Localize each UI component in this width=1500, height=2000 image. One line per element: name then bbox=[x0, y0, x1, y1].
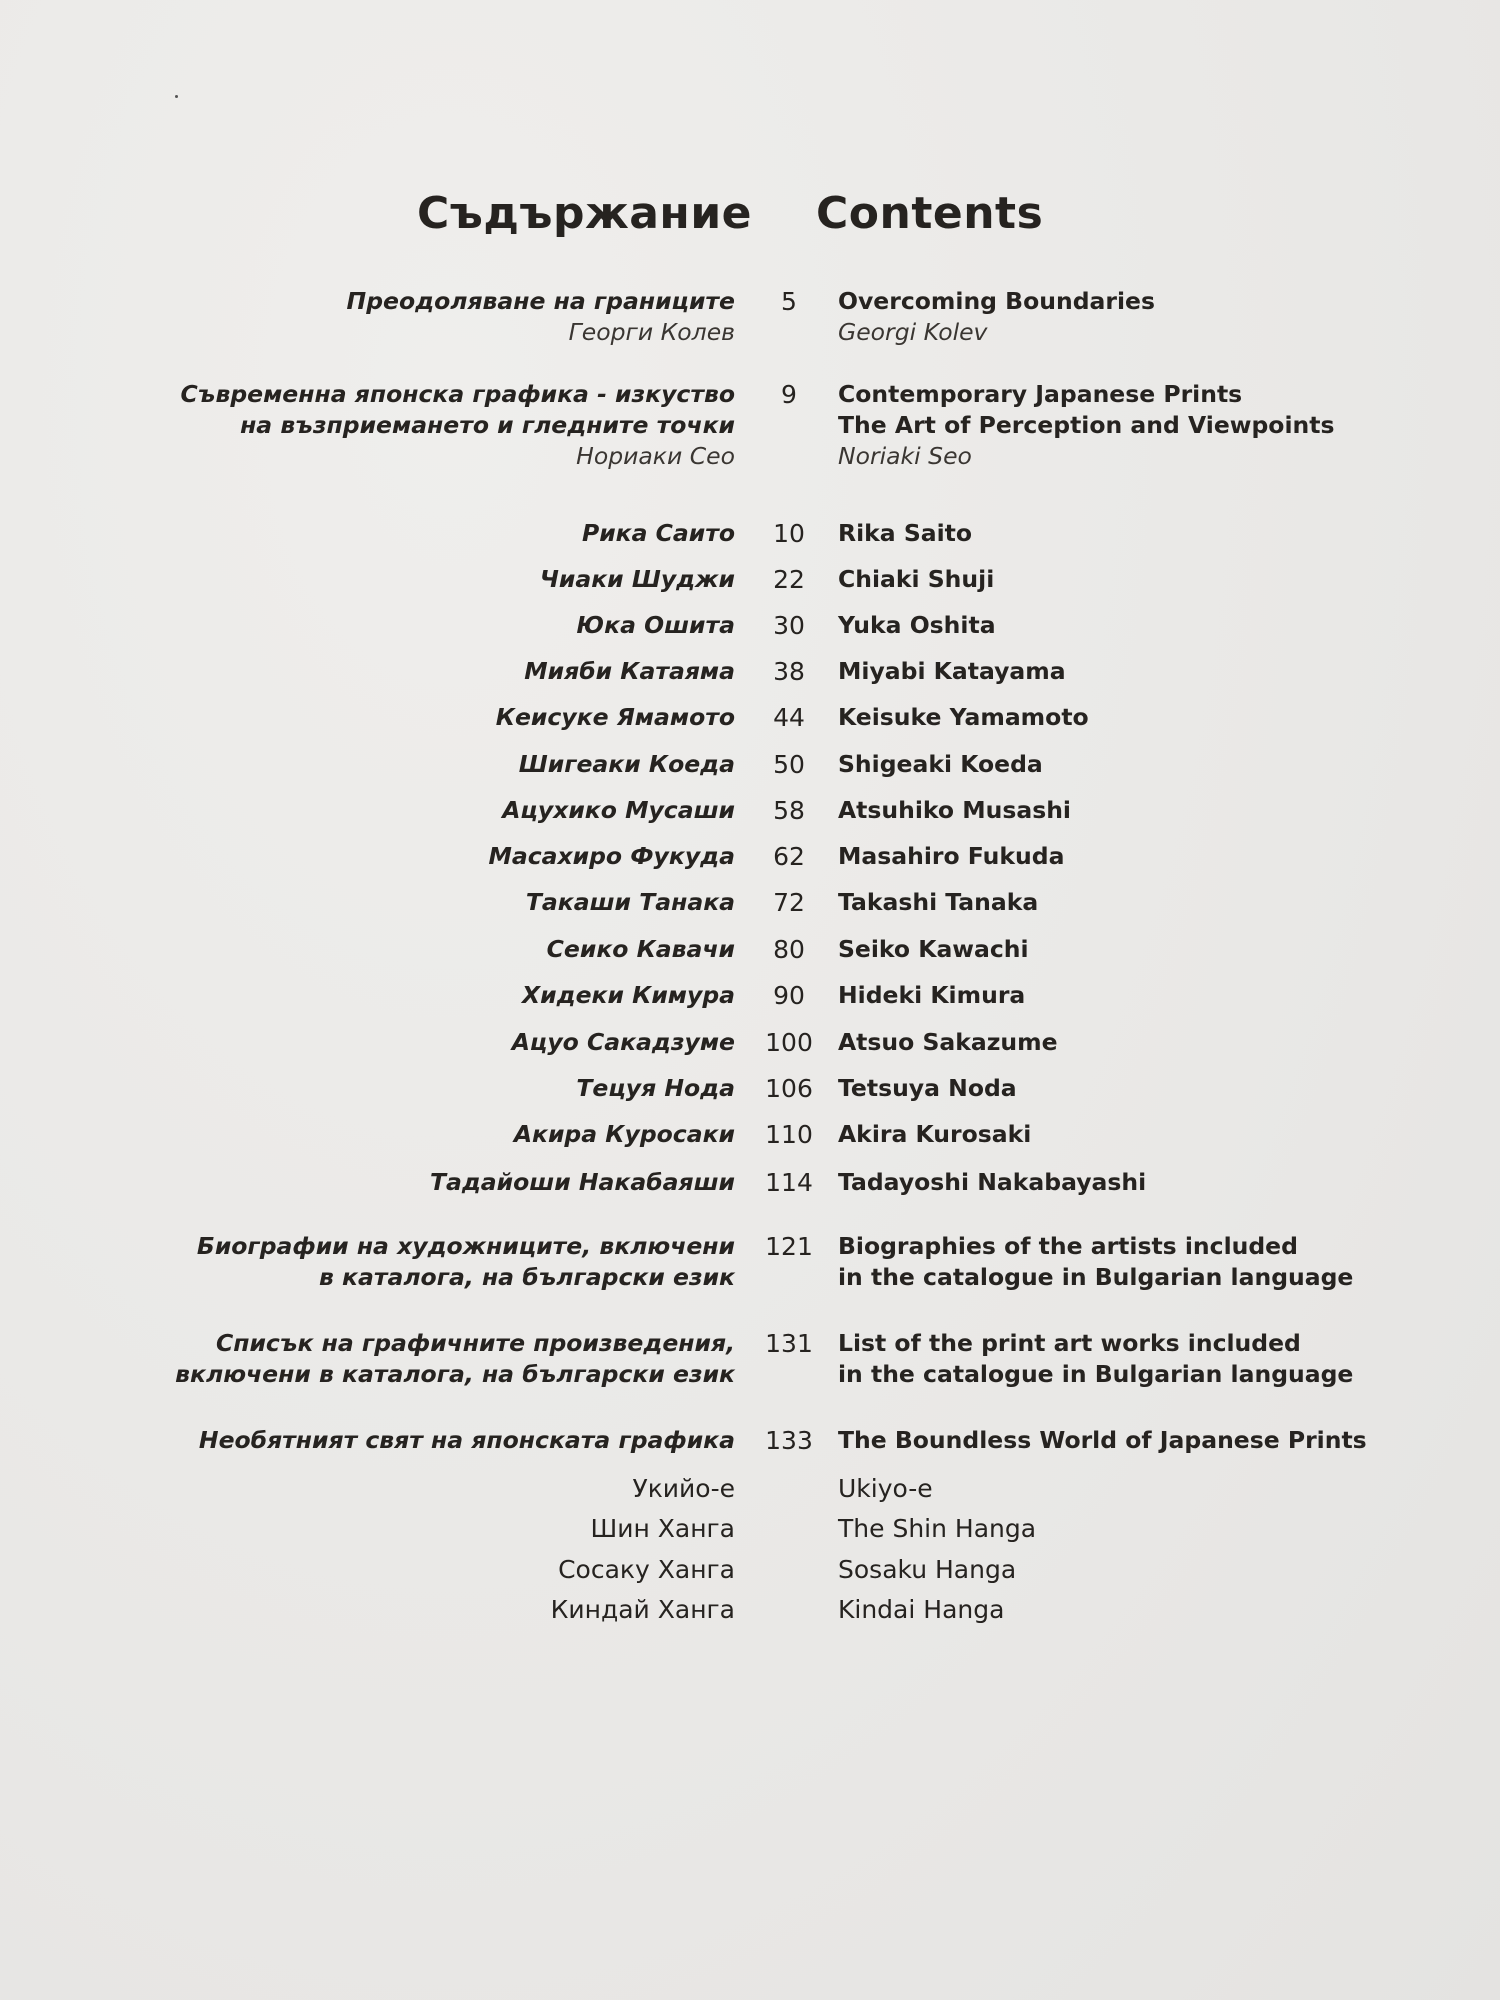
subitem-en: The Shin Hanga bbox=[838, 1514, 1037, 1543]
title-bulgarian: Съдържание bbox=[417, 188, 752, 239]
artist-name-en: Miyabi Katayama bbox=[838, 657, 1066, 685]
page-number: 58 bbox=[773, 796, 805, 825]
section-title-en: The Boundless World of Japanese Prints bbox=[838, 1426, 1367, 1454]
page-number: 131 bbox=[765, 1329, 813, 1358]
subitem-en: Sosaku Hanga bbox=[838, 1555, 1017, 1584]
entry-title-en: Overcoming Boundaries bbox=[838, 287, 1155, 315]
entry-title-en-line-2: The Art of Perception and Viewpoints bbox=[838, 411, 1335, 439]
artist-name-bg: Акира Куросаки bbox=[513, 1120, 735, 1148]
page-number: 62 bbox=[773, 842, 805, 871]
artist-name-bg: Хидеки Кимура bbox=[522, 981, 735, 1009]
artist-name-en: Akira Kurosaki bbox=[838, 1120, 1032, 1148]
artist-name-bg: Ацуо Сакадзуме bbox=[511, 1028, 735, 1056]
entry-author-bg: Нориаки Сео bbox=[576, 442, 735, 470]
page-number: 121 bbox=[765, 1232, 813, 1261]
artist-name-en: Rika Saito bbox=[838, 519, 973, 547]
entry-title-bg-line-2: в каталога, на български език bbox=[319, 1263, 735, 1291]
entry-page bbox=[758, 379, 820, 410]
artist-name-bg: Рика Саито bbox=[581, 519, 735, 547]
artist-name-bg: Тадайоши Накабаяши bbox=[429, 1168, 735, 1196]
page-number: 38 bbox=[773, 657, 805, 686]
artist-name-bg: Тецуя Нода bbox=[576, 1074, 735, 1102]
entry-title-bg-line-2: включени в каталога, на български език bbox=[175, 1360, 735, 1388]
artist-name-bg: Чиаки Шуджи bbox=[539, 565, 735, 593]
artist-name-en: Yuka Oshita bbox=[838, 611, 996, 639]
entry-en bbox=[838, 379, 1334, 472]
entry-title-en-line-2: in the catalogue in Bulgarian language bbox=[838, 1263, 1354, 1291]
subitem-en: Kindai Hanga bbox=[838, 1595, 1005, 1624]
artist-name-en: Shigeaki Koeda bbox=[838, 750, 1043, 778]
subitem-bg: Шин Ханга bbox=[590, 1514, 735, 1543]
artist-name-bg: Кеисуке Ямамото bbox=[495, 703, 735, 731]
page-number: 9 bbox=[781, 380, 797, 409]
page-number: 5 bbox=[781, 287, 797, 316]
page-number: 10 bbox=[773, 519, 805, 548]
section-title-bg: Необятният свят на японската графика bbox=[198, 1426, 735, 1454]
artist-name-en: Masahiro Fukuda bbox=[838, 842, 1065, 870]
artist-name-bg: Сеико Кавачи bbox=[546, 935, 735, 963]
entry-title-en-line-2: in the catalogue in Bulgarian language bbox=[838, 1360, 1354, 1388]
entry-title-bg: Преодоляване на границите bbox=[346, 287, 735, 315]
artist-name-en: Seiko Kawachi bbox=[838, 935, 1029, 963]
page-number: 44 bbox=[773, 703, 805, 732]
entry-bg bbox=[347, 286, 735, 348]
artist-name-en: Tadayoshi Nakabayashi bbox=[838, 1168, 1147, 1196]
page-number: 22 bbox=[773, 565, 805, 594]
entry-title-bg-line-1: Списък на графичните произведения, bbox=[215, 1329, 735, 1357]
entry-en bbox=[838, 286, 1155, 348]
entry-page bbox=[758, 286, 820, 317]
page-number: 110 bbox=[765, 1120, 813, 1149]
entry-author-en: Noriaki Seo bbox=[838, 442, 972, 470]
title-english: Contents bbox=[816, 188, 1044, 239]
page-number: 72 bbox=[773, 888, 805, 917]
artist-name-en: Chiaki Shuji bbox=[838, 565, 995, 593]
subitem-bg: Сосаку Ханга bbox=[558, 1555, 735, 1584]
entry-title-en-line-1: Contemporary Japanese Prints bbox=[838, 380, 1243, 408]
page-number: 106 bbox=[765, 1074, 813, 1103]
artist-name-en: Atsuhiko Musashi bbox=[838, 796, 1071, 824]
artist-name-bg: Шигеаки Коеда bbox=[518, 750, 735, 778]
artist-name-en: Keisuke Yamamoto bbox=[838, 703, 1089, 731]
artist-name-bg: Такаши Танака bbox=[525, 888, 735, 916]
subitem-bg: Киндай Ханга bbox=[550, 1595, 735, 1624]
subitem-en: Ukiyo-e bbox=[838, 1474, 933, 1503]
entry-author-bg: Георги Колев bbox=[568, 318, 735, 346]
artist-name-bg: Ацухико Мусаши bbox=[502, 796, 735, 824]
page-number: 30 bbox=[773, 611, 805, 640]
entry-title-bg-line-1: Биографии на художниците, включени bbox=[196, 1232, 735, 1260]
page-number: 80 bbox=[773, 935, 805, 964]
entry-author-en: Georgi Kolev bbox=[838, 318, 988, 346]
page-number: 114 bbox=[765, 1168, 813, 1197]
artist-name-en: Takashi Tanaka bbox=[838, 888, 1039, 916]
entry-title-en-line-1: Biographies of the artists included bbox=[838, 1232, 1298, 1260]
entry-title-en-line-1: List of the print art works included bbox=[838, 1329, 1301, 1357]
speck bbox=[175, 95, 178, 98]
page-number: 100 bbox=[765, 1028, 813, 1057]
artist-name-en: Atsuo Sakazume bbox=[838, 1028, 1058, 1056]
artist-name-bg: Масахиро Фукуда bbox=[488, 842, 735, 870]
page-number: 90 bbox=[773, 981, 805, 1010]
artist-name-en: Hideki Kimura bbox=[838, 981, 1026, 1009]
artist-name-bg: Мияби Катаяма bbox=[524, 657, 735, 685]
artist-name-en: Tetsuya Noda bbox=[838, 1074, 1017, 1102]
page-number: 50 bbox=[773, 750, 805, 779]
page-number: 133 bbox=[765, 1426, 813, 1455]
subitem-bg: Укийо-е bbox=[632, 1474, 735, 1503]
artist-name-bg: Юка Ошита bbox=[576, 611, 735, 639]
entry-title-bg-line-2: на възприемането и гледните точки bbox=[240, 411, 735, 439]
entry-title-bg-line-1: Съвременна японска графика - изкуство bbox=[180, 380, 735, 408]
entry-bg bbox=[181, 379, 735, 472]
